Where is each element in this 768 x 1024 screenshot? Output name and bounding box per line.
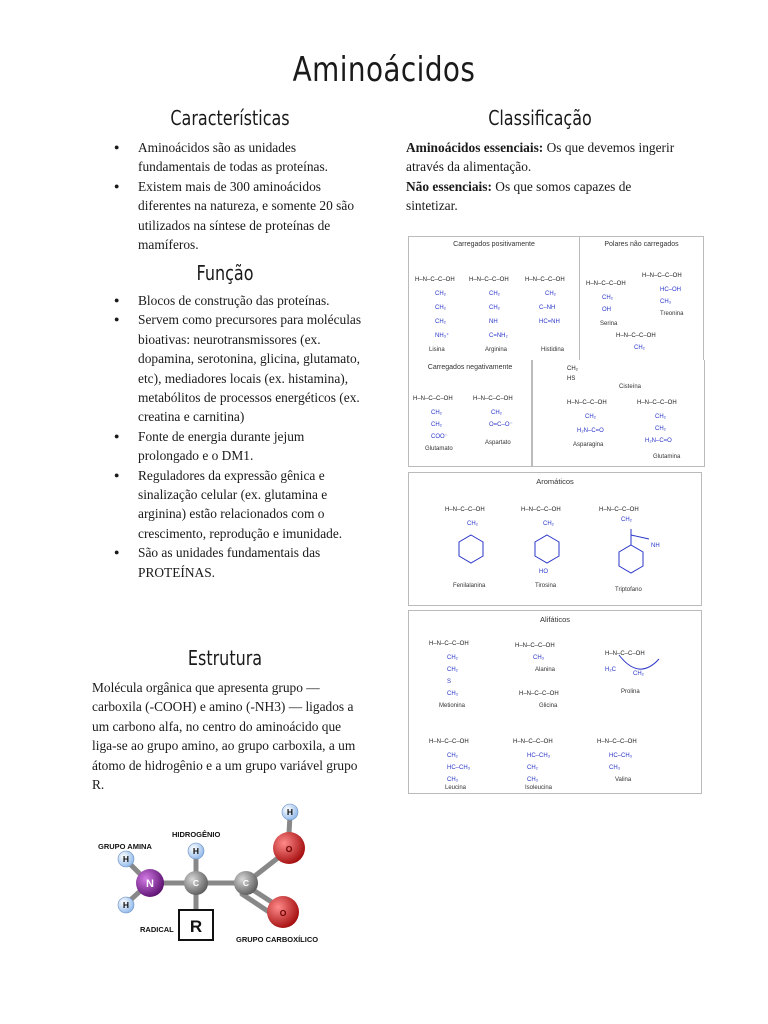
amino-acid-name: Triptofano [615, 587, 642, 593]
svg-text:CH₂: CH₂ [527, 765, 538, 771]
amino-acid-name: Treonina [660, 311, 684, 317]
amino-acid-name: Histidina [541, 347, 565, 353]
svg-text:CH₂: CH₂ [545, 291, 556, 297]
estrutura-text: Molécula orgânica que apresenta grupo — carboxila (-COOH) e amino (-NH3) — ligados a um carbono alfa, no centro do aminoácido que liga-se ao grupo amino, ao grupo carboxila, a um átomo de hidrogênio e a um grupo variável grupo R. [92, 680, 358, 793]
figure-title: Polares não carregados [604, 241, 679, 248]
svg-text:CH₂: CH₂ [602, 295, 613, 301]
amino-acid-name: Lisina [429, 347, 445, 353]
figure-positively-charged [408, 236, 580, 362]
svg-text:CH₃: CH₃ [527, 777, 539, 783]
figure-polar-uncharged [580, 236, 704, 362]
figure-negatively-charged [408, 360, 532, 467]
atom-label: O [285, 844, 293, 854]
svg-text:CH₂: CH₂ [447, 753, 458, 759]
hidrogenio-label: HIDROGÊNIO [172, 830, 221, 839]
svg-text:H–N–C–C–OH: H–N–C–C–OH [473, 396, 513, 402]
svg-text:CH₂: CH₂ [431, 422, 442, 428]
list-item: ● Servem como precursores para moléculas bioativas: neurotransmissores (ex. dopamina, serotonina, glicina, glutamato, etc), mediadores locais (ex. histamina), metabólitos de processos energéticos (ex. creatina e carnitina) [112, 310, 366, 426]
nao-essenciais-label: Não essenciais: [406, 178, 492, 194]
amino-acid-name: Asparagina [573, 442, 604, 448]
svg-text:COO⁻: COO⁻ [431, 434, 448, 440]
svg-text:H–N–C–C–OH: H–N–C–C–OH [469, 277, 509, 283]
list-item: ● Fonte de energia durante jejum prolongado e o DM1. [112, 427, 366, 466]
svg-text:CH₂: CH₂ [543, 521, 554, 527]
amino-acid-name: Fenilalanina [453, 583, 486, 589]
svg-text:H–N–C–C–OH: H–N–C–C–OH [429, 739, 469, 745]
amino-acid-name: Isoleucina [525, 785, 553, 791]
page-title: Aminoácidos [292, 50, 476, 90]
amino-acid-name: Glutamato [425, 446, 453, 452]
svg-text:HO: HO [539, 569, 548, 575]
list-item: ● Blocos de construção das proteínas. [112, 291, 366, 310]
figure-title: Aromáticos [536, 477, 574, 486]
grupo-carboxilico-label: GRUPO CARBOXÍLICO [236, 935, 319, 944]
atom-label: H [122, 900, 130, 910]
svg-text:H–N–C–C–OH: H–N–C–C–OH [637, 400, 677, 406]
svg-text:CH₂: CH₂ [655, 426, 666, 432]
radical-text-label: RADICAL [140, 925, 174, 934]
svg-text:CH₂: CH₂ [467, 521, 478, 527]
aromatic-structures [409, 473, 701, 605]
svg-text:HC–CH₃: HC–CH₃ [527, 753, 551, 759]
atom-label: N [146, 878, 154, 890]
figure-title: Alifáticos [539, 615, 570, 624]
svg-text:HC–CH₃: HC–CH₃ [609, 753, 633, 759]
amino-acid-name: Prolina [621, 689, 640, 695]
polar-structures-2 [533, 360, 704, 466]
nao-essenciais-text: Os que somos capazes de sintetizar. [406, 178, 632, 214]
amino-acid-name: Alanina [535, 667, 556, 673]
svg-text:NH₃⁺: NH₃⁺ [435, 333, 450, 339]
svg-text:CH₃: CH₃ [609, 765, 621, 771]
svg-text:H–N–C–C–OH: H–N–C–C–OH [567, 400, 607, 406]
svg-text:H–N–C–C–OH: H–N–C–C–OH [597, 739, 637, 745]
svg-text:CH₂: CH₂ [621, 517, 632, 523]
svg-text:HC–CH₃: HC–CH₃ [447, 765, 471, 771]
svg-text:CH₂: CH₂ [489, 305, 500, 311]
svg-text:CH₂: CH₂ [447, 655, 458, 661]
svg-text:HC=NH: HC=NH [539, 319, 560, 325]
svg-text:H₂C: H₂C [605, 667, 616, 673]
svg-text:CH₃: CH₃ [447, 691, 459, 697]
svg-text:H₂N–C=O: H₂N–C=O [645, 438, 672, 444]
svg-text:CH₃: CH₃ [447, 777, 459, 783]
atom-label: O [279, 908, 287, 918]
svg-text:CH₂: CH₂ [435, 291, 446, 297]
svg-text:H–N–C–C–OH: H–N–C–C–OH [642, 273, 682, 279]
amino-acid-name: Aspartato [485, 440, 511, 446]
amino-acid-name: Leucina [445, 785, 467, 791]
amino-acid-structure-diagram [90, 800, 340, 950]
svg-text:H–N–C–C–OH: H–N–C–C–OH [586, 281, 626, 287]
svg-text:H–N–C–C–OH: H–N–C–C–OH [515, 643, 555, 649]
amino-acid-name: Glutamina [653, 454, 681, 460]
svg-text:C=NH₂: C=NH₂ [489, 333, 508, 339]
polar-structures [580, 237, 703, 361]
figure-polar-uncharged-continued [532, 360, 705, 467]
list-item: ● Reguladores da expressão gênica e sinalização celular (ex. glutamina e arginina) estão relacionados com o crescimento, reprodução e imunidade. [112, 466, 366, 544]
svg-text:CH₂: CH₂ [431, 410, 442, 416]
list-item: ● Aminoácidos são as unidades fundamentais de todas as proteínas. [112, 138, 362, 177]
svg-text:H–N–C–C–OH: H–N–C–C–OH [513, 739, 553, 745]
svg-text:CH₂: CH₂ [447, 667, 458, 673]
svg-text:H–N–C–C–OH: H–N–C–C–OH [445, 507, 485, 513]
svg-text:H–N–C–C–OH: H–N–C–C–OH [525, 277, 565, 283]
amino-acid-name: Serina [600, 321, 618, 327]
figure-aromatics [408, 472, 702, 606]
amino-acid-name: Metionina [439, 703, 466, 709]
svg-text:H–N–C–C–OH: H–N–C–C–OH [415, 277, 455, 283]
svg-text:H₂N–C=O: H₂N–C=O [577, 428, 604, 434]
svg-text:H–N–C–C–OH: H–N–C–C–OH [605, 651, 645, 657]
figure-title: Carregados negativamente [427, 364, 513, 371]
list-item: ● São as unidades fundamentais das PROTEÍNAS. [112, 543, 366, 582]
amino-acid-name: Tirosina [535, 583, 557, 589]
svg-text:H–N–C–C–OH: H–N–C–C–OH [521, 507, 561, 513]
svg-text:CH₂: CH₂ [655, 414, 666, 420]
atom-label: C [192, 878, 200, 888]
heading-classificacao: Classificação [488, 106, 592, 130]
negatively-charged-structures [409, 360, 531, 466]
svg-text:CH₂: CH₂ [585, 414, 596, 420]
svg-text:CH₃: CH₃ [533, 655, 545, 661]
svg-text:CH₂: CH₂ [634, 345, 645, 351]
list-item: ● Existem mais de 300 aminoácidos diferentes na natureza, e somente 20 são utilizados na síntese de proteínas de mamíferos. [112, 177, 362, 255]
essenciais-text: Os que devemos ingerir através da alimentação. [406, 140, 675, 175]
svg-text:CH₂: CH₂ [491, 410, 502, 416]
svg-text:NH: NH [489, 319, 498, 325]
heading-caracteristicas: Características [170, 106, 290, 130]
svg-text:CH₂: CH₂ [567, 366, 578, 372]
radical-label: R [189, 917, 203, 936]
heading-estrutura: Estrutura [187, 646, 263, 670]
svg-text:O=C–O⁻: O=C–O⁻ [489, 422, 513, 428]
svg-text:H–N–C–C–OH: H–N–C–C–OH [413, 396, 453, 402]
essenciais-label: Aminoácidos essenciais: [406, 140, 544, 155]
amino-acid-name: Valina [615, 777, 632, 783]
amino-acid-name: Cisteína [619, 384, 642, 390]
svg-text:CH₂: CH₂ [435, 319, 446, 325]
svg-text:NH: NH [651, 543, 660, 549]
svg-text:CH₂: CH₂ [633, 671, 644, 677]
positively-charged-structures [409, 237, 579, 361]
funcao-list [112, 291, 366, 582]
svg-text:HC–OH: HC–OH [660, 287, 682, 293]
svg-text:H–N–C–C–OH: H–N–C–C–OH [429, 641, 469, 647]
amino-acid-name: Arginina [485, 347, 508, 353]
svg-text:CH₃: CH₃ [660, 299, 672, 305]
heading-funcao: Função [196, 261, 254, 285]
figure-aliphatics [408, 610, 702, 794]
svg-text:C–NH: C–NH [539, 305, 556, 311]
figure-title: Carregados positivamente [453, 241, 535, 248]
grupo-amina-label: GRUPO AMINA [98, 842, 152, 851]
amino-acid-name: Glicina [539, 703, 558, 709]
svg-text:CH₂: CH₂ [435, 305, 446, 311]
svg-text:HS: HS [567, 376, 576, 382]
atom-label: C [242, 878, 250, 888]
atom-label: H [192, 846, 200, 856]
atom-label: H [286, 807, 294, 817]
atom-label: H [122, 854, 130, 864]
svg-text:CH₂: CH₂ [489, 291, 500, 297]
caracteristicas-list [112, 138, 362, 254]
aliphatic-structures [409, 611, 701, 793]
svg-text:H–N–C–C–OH: H–N–C–C–OH [519, 691, 559, 697]
classificacao-text [406, 138, 686, 216]
svg-text:H–N–C–C–OH: H–N–C–C–OH [599, 507, 639, 513]
svg-text:H–N–C–C–OH: H–N–C–C–OH [616, 333, 656, 339]
svg-text:OH: OH [602, 307, 611, 313]
svg-text:S: S [447, 679, 452, 685]
